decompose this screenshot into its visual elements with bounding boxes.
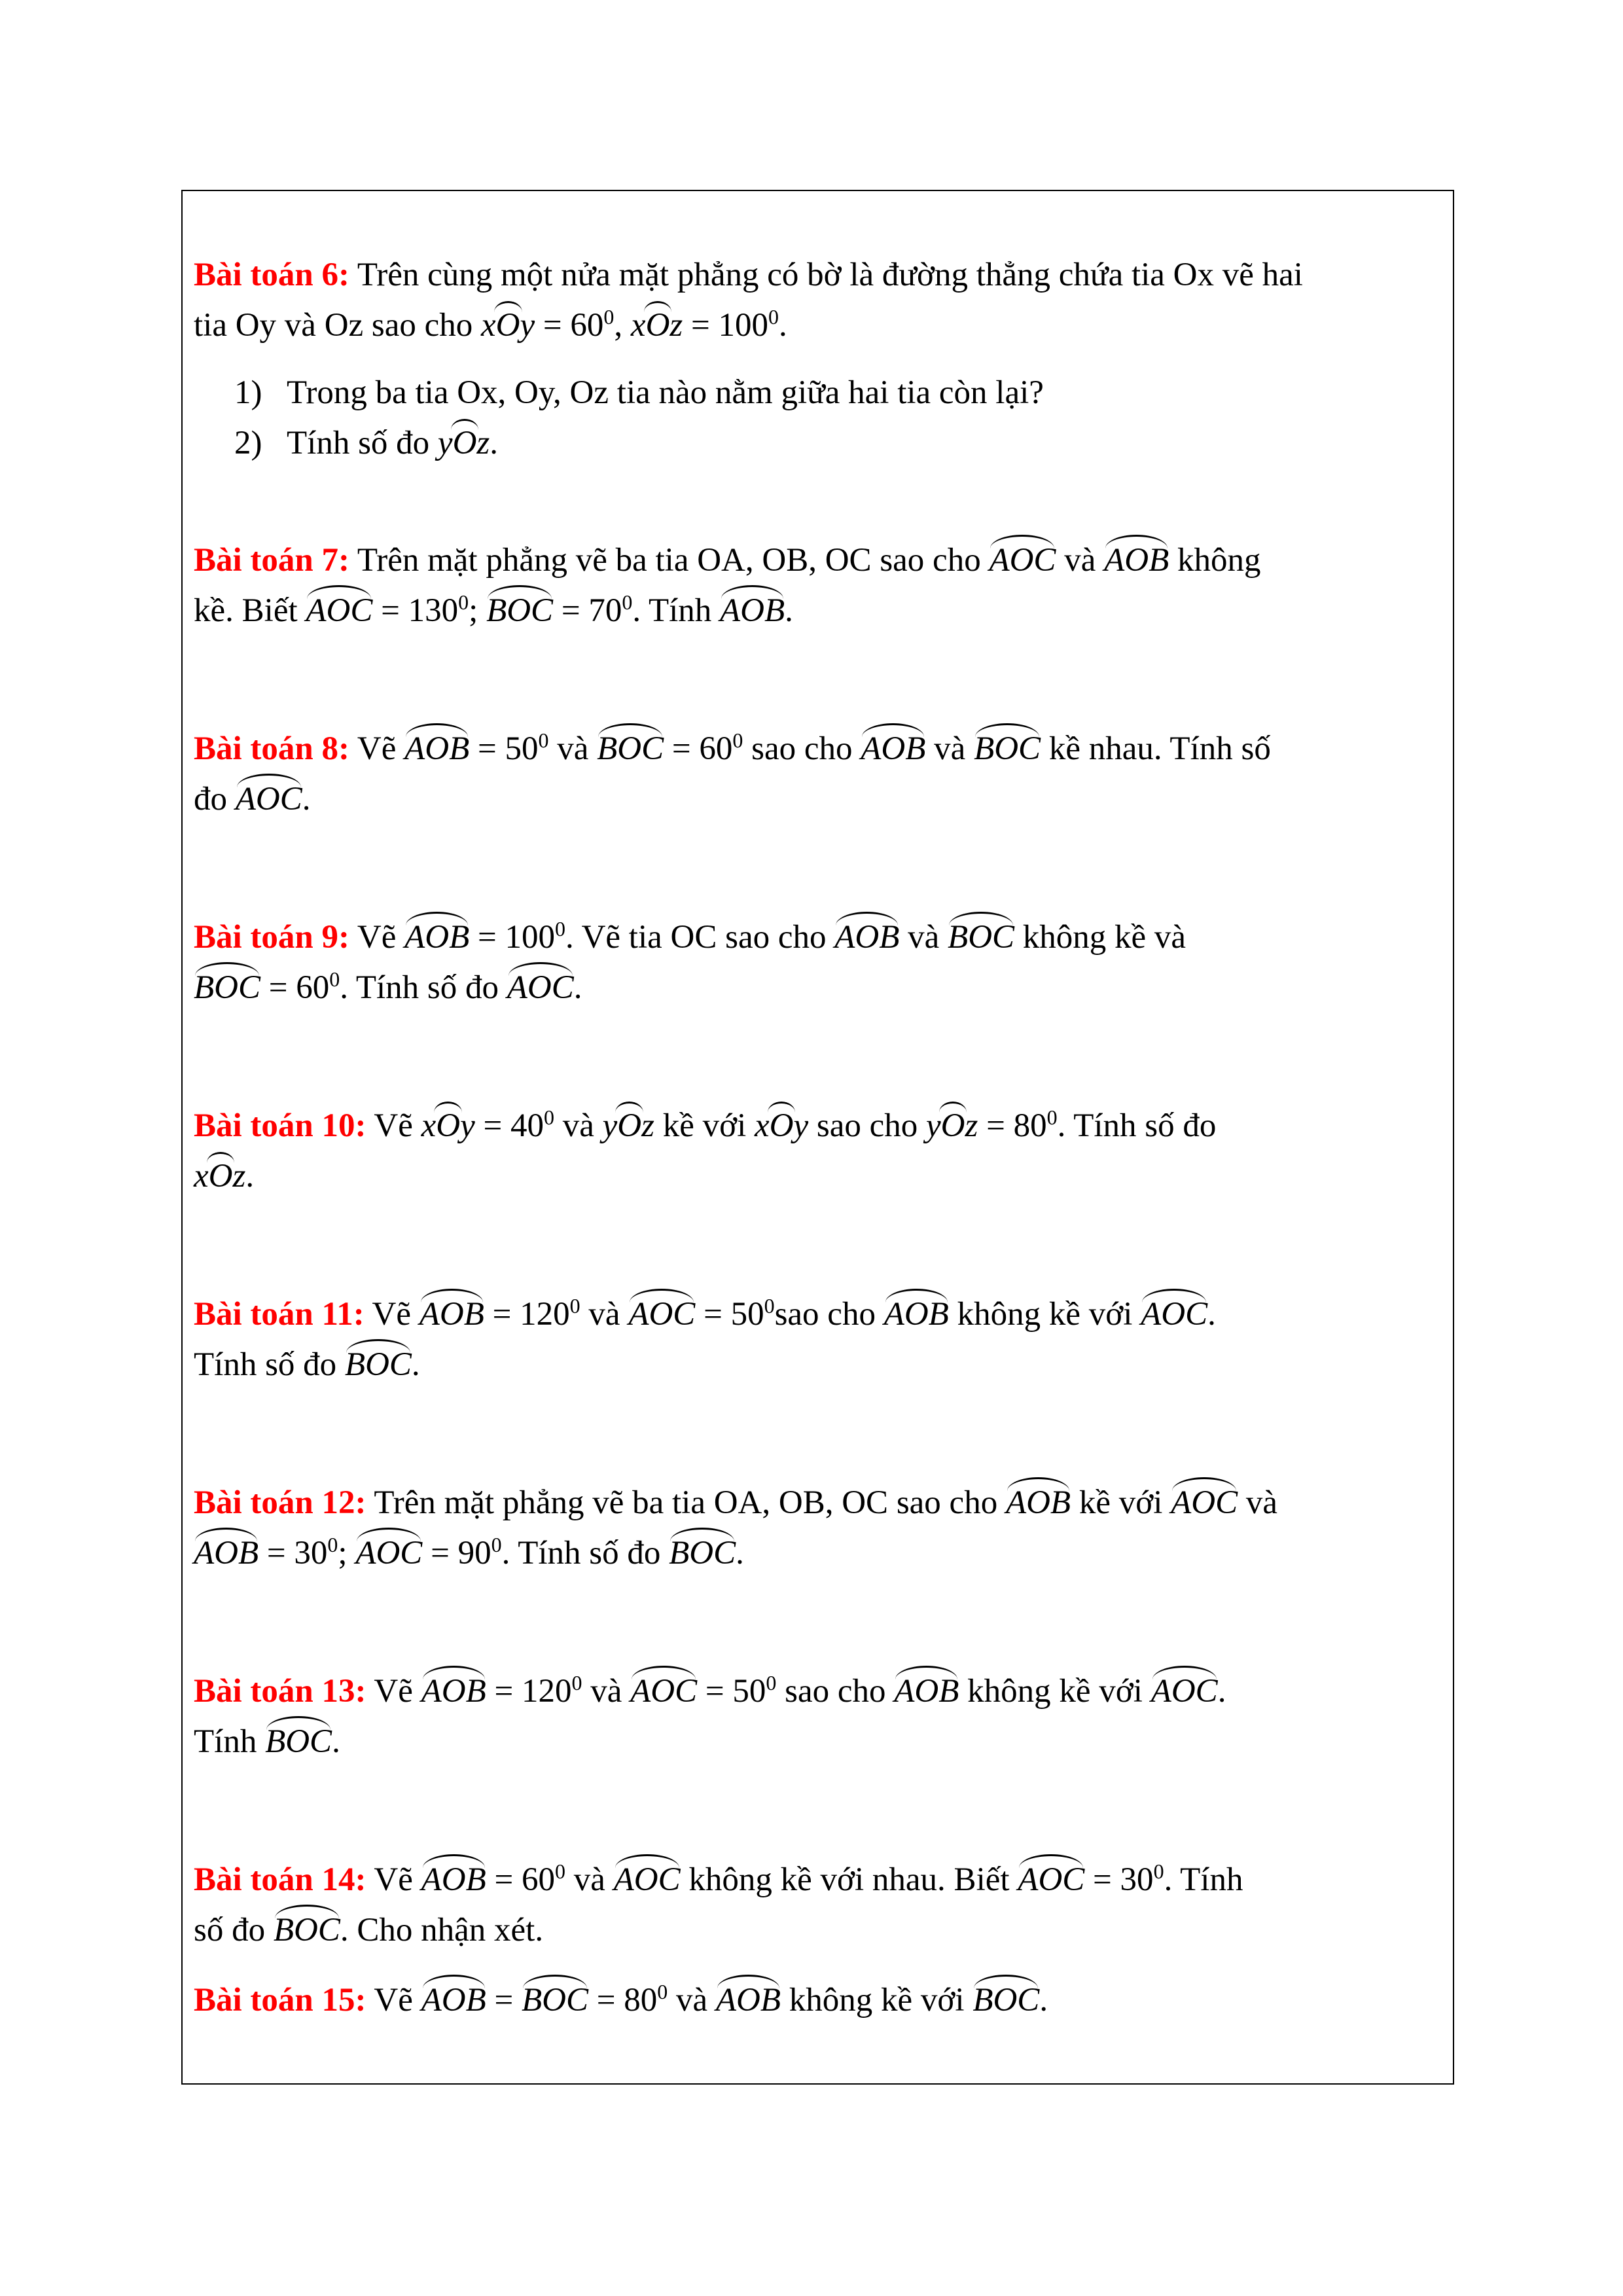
problem-12: Bài toán 12: Trên mặt phẳng vẽ ba tia OA, OB, OC sao cho AOB kề với AOC và AOB = $30^0$; AOC = $90^0$. Tính số đo BOC. [194,1484,1278,1571]
problem-7: Bài toán 7: Trên mặt phẳng vẽ ba tia OA, OB, OC sao cho AOC và AOB không kề. Biết AOC = $130^0$; BOC = $70^0$. Tính AOB. [194,542,1261,629]
problem-12-label: Bài toán 12: [194,1484,366,1521]
problem-6-label: Bài toán 6: [194,257,350,293]
problem-13-label: Bài toán 13: [194,1673,366,1710]
problem-11: Bài toán 11: Vẽ AOB = $120^0$ và AOC = $50^0sao$ cho AOB không kề với AOC. Tính số đo BOC. [194,1294,1216,1383]
problem-10: Bài toán 10: Vẽ xOy = $40^0$ và yOz kề với xOy sao cho yOz = $80^0$. Tính số đo xOz. [194,1105,1217,1194]
problem-9: Bài toán 9: Vẽ AOB = $100^0$. Vẽ tia OC sao cho AOB và BOC không kề và BOC = $60^0$. Tính số đo AOC. [194,917,1186,1006]
problem-6: Bài toán 6: Trên cùng một nửa mặt phẳng có bờ là đường thẳng chứa tia Ox vẽ hai tia Oy và Oz sao cho xOy = $60^0$, xOz = $100^0$. [194,257,1303,344]
problem-14-label: Bài toán 14: [194,1861,366,1898]
problem-11-label: Bài toán 11: [194,1296,365,1333]
problem-6-text-2: tia Oy và Oz sao cho [194,307,473,344]
problem-14: Bài toán 14: Vẽ AOB = $60^0$ và AOC không kề với nhau. Biết AOC = $30^0$. Tính số đo BOC. Cho nhận xét. [194,1859,1243,1948]
problem-13: Bài toán 13: Vẽ AOB = $120^0$ và AOC = $50^0$ sao cho AOB không kề với AOC. Tính BOC. [194,1671,1226,1760]
problem-8-label: Bài toán 8: [194,730,350,767]
list-item: 2) Tính số đo yOz. [234,425,499,461]
problem-9-label: Bài toán 9: [194,919,350,956]
problem-7-label: Bài toán 7: [194,542,350,579]
problem-8: Bài toán 8: Vẽ AOB = $50^0$ và BOC = $60^0$ sao cho AOB và BOC kề nhau. Tính số đo AOC. [194,728,1271,817]
problem-10-label: Bài toán 10: [194,1107,366,1144]
problem-6-list [234,368,1044,469]
problem-15: Bài toán 15: Vẽ AOB = BOC = $80^0$ và AOB không kề với BOC. [194,1980,1048,2018]
list-item: 1) Trong ba tia Ox, Oy, Oz tia nào nằm giữa hai tia còn lại? [234,374,1044,411]
problem-6-text: Trên cùng một nửa mặt phẳng có bờ là đường thẳng chứa tia Ox vẽ hai [357,257,1303,293]
problem-15-label: Bài toán 15: [194,1982,366,2018]
